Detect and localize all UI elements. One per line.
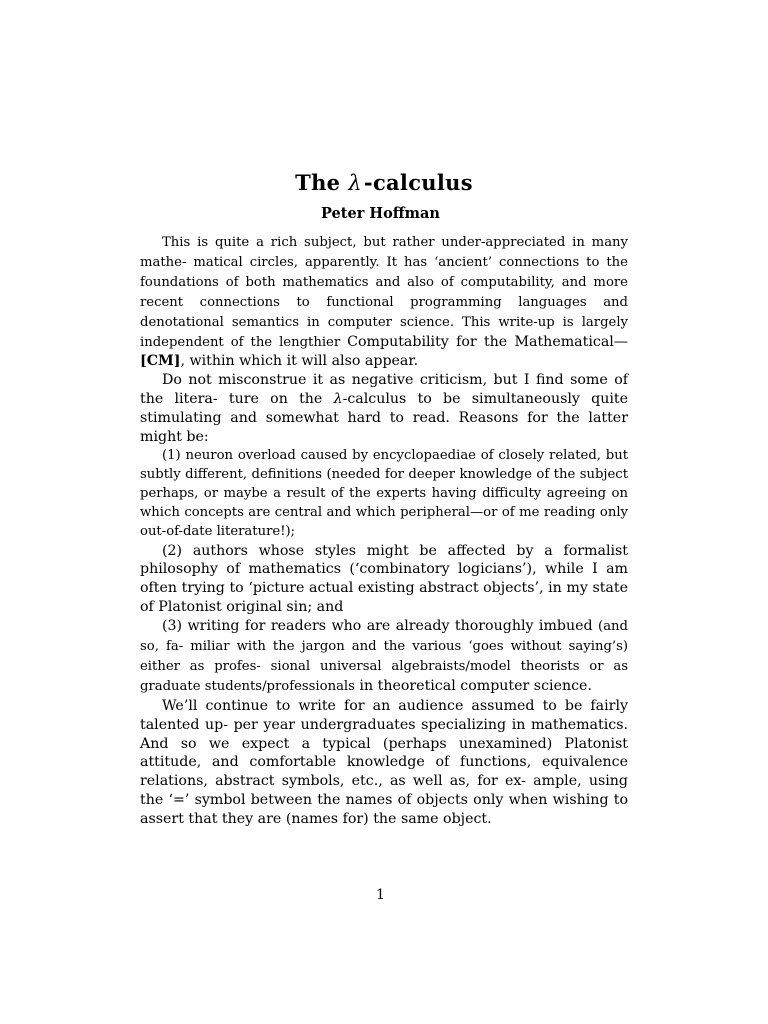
- title-prefix: The: [295, 170, 341, 195]
- reference-title: Computability for the Mathematical—: [347, 333, 628, 350]
- paragraph-text: This is quite a rich subject, but rather under-appreciated in many mathe- matical circles, apparently. It has ‘ancient’ connections to the foundations of both mathematics and also of computability, and more recent connections to functional programming languages and denotational semantics in computer science. This write-up is largely independent of the lengthier: [140, 235, 628, 350]
- page-number: 1: [376, 887, 385, 903]
- title-suffix: -calculus: [363, 170, 473, 195]
- paragraph-reason-3: [140, 617, 628, 697]
- paragraph-audience: We’ll continue to write for an audience assumed to be fairly talented up- per year undergraduates specializing in mathematics. And so we expect a typical (perhaps unexamined) Platonist attitude, and comfortable knowledge of functions, equivalence relations, abstract symbols, etc., as well as, for ex- ample, using the ‘=’ symbol between the names of objects only when wishing to assert that they are (names for) the same object.: [140, 697, 628, 828]
- paragraph-text: (3) writing for readers who are already thoroughly imbued: [162, 618, 593, 635]
- author-name: Peter Hoffman: [321, 205, 440, 222]
- paragraph-text: , within which it will also appear.: [180, 353, 419, 370]
- paragraph-text: Do not misconstrue it as negative criticism, but I find some of the litera- ture on the: [140, 372, 628, 408]
- paragraph-reason-2: (2) authors whose styles might be affected by a formalist philosophy of mathematics (‘combinatory logicians’), while I am often trying to ‘picture actual existing abstract objects’, in my state of Platonist original sin; and: [140, 542, 628, 616]
- lambda-symbol: λ: [333, 391, 343, 408]
- paragraph-text: (and so, fa- miliar with the jargon and the various ‘goes without saying’s) either as profes- sional universal algebraists/model theorists or as graduate students/professionals: [140, 619, 628, 694]
- paragraph-reason-1: (1) neuron overload caused by encyclopaediae of closely related, but subtly different, definitions (needed for deeper knowledge of the subject perhaps, or maybe a result of the experts having difficulty agreeing on which concepts are central and which peripheral—or of me reading only out-of-date literature!);: [140, 447, 628, 539]
- paragraph-criticism: [140, 371, 628, 447]
- paragraph-text: in theoretical computer science.: [354, 677, 592, 694]
- title-lambda-symbol: λ: [348, 171, 362, 195]
- reference-citation: [CM]: [140, 353, 181, 370]
- page-title: [0, 170, 768, 195]
- document-body: [140, 233, 628, 829]
- paragraph-text: -calculus to be simultaneously quite stimulating and somewhat hard to read. Reasons for the latter might be:: [140, 391, 629, 446]
- paragraph-intro: [140, 233, 628, 371]
